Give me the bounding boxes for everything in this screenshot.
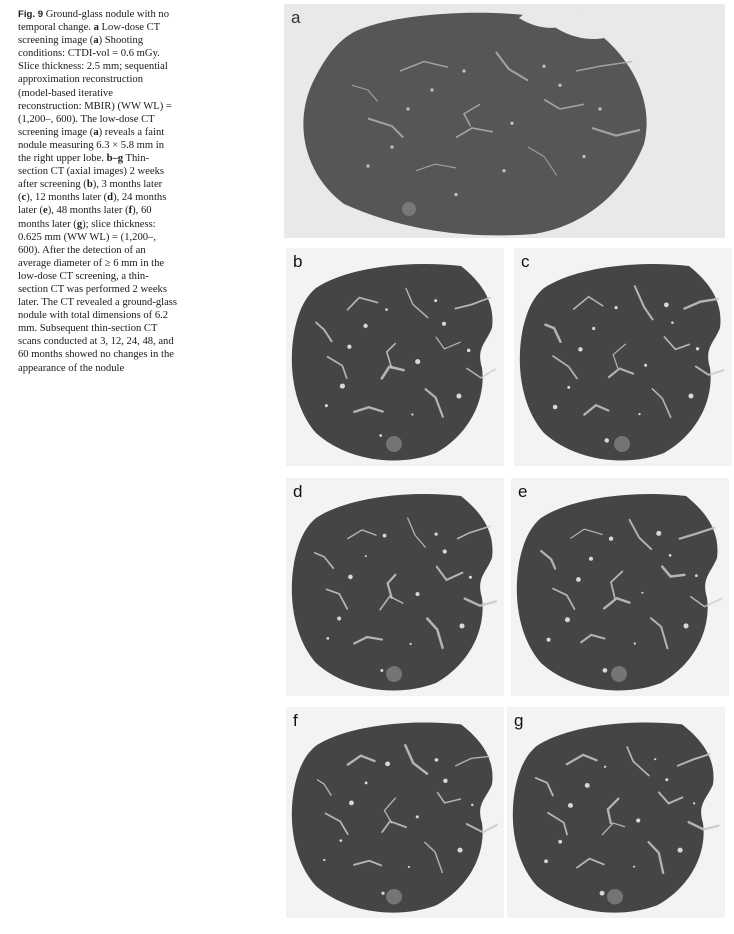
vessel-dot — [664, 302, 669, 307]
vessel-dot — [385, 761, 390, 766]
caption-fragment: ), 48 months later ( — [47, 205, 129, 217]
vessel-dot — [383, 534, 387, 538]
panel-label-e: e — [518, 482, 528, 501]
lung-field — [520, 264, 721, 460]
vessel-dot — [547, 638, 551, 642]
lung-field — [292, 494, 493, 690]
vessel-dot — [410, 643, 412, 645]
vessel-dot — [565, 617, 570, 622]
vessel-dot — [600, 891, 605, 896]
vessel-dot — [510, 122, 513, 125]
vessel-dot — [435, 758, 439, 762]
ct-image-a — [284, 4, 725, 238]
vessel-dot — [379, 434, 382, 437]
vessel-dot — [638, 413, 640, 415]
ct-image — [507, 707, 725, 918]
vessel-dot — [568, 803, 573, 808]
vessel-dot — [442, 322, 446, 326]
vessel-dot — [605, 438, 609, 442]
vessel-dot — [585, 783, 590, 788]
vessel-dot — [695, 574, 698, 577]
vessel-dot — [456, 394, 461, 399]
vessel-dot — [688, 393, 693, 398]
vessel-dot — [644, 364, 647, 367]
vessel-dot — [337, 617, 341, 621]
lung-field — [517, 494, 718, 690]
caption-fragment: ), 3 months later ( — [18, 179, 163, 204]
vessel-dot — [553, 405, 558, 410]
vessel-dot — [416, 815, 419, 818]
vessel-dot — [656, 531, 661, 536]
caption-panel-ref: a — [93, 22, 99, 34]
caption-panel-ref: e — [43, 205, 48, 217]
vessel-dot — [365, 555, 367, 557]
vessel-dot — [542, 65, 545, 68]
vessel-dot — [641, 592, 643, 594]
vessel-dot — [366, 164, 369, 167]
caption-body — [18, 22, 177, 373]
vessel-dot — [349, 801, 354, 806]
vessel-dot — [683, 623, 688, 628]
vessel-dot — [434, 532, 437, 535]
vessel-dot — [633, 866, 635, 868]
vessel-dot — [558, 840, 562, 844]
vessel-dot — [340, 384, 345, 389]
lung-field — [292, 723, 493, 913]
vessel-dot — [459, 623, 464, 628]
vessel-dot — [443, 549, 447, 553]
ct-image — [286, 478, 504, 696]
caption-fragment: ) Shooting conditions: CTDI-vol = 0.6 mGy. Slice thickness: 2.5 mm; sequential approximation reconstruction (model-based iterative reconstruction: MBIR) (WW WL) = (1,200–, 600). The low-dose CT screening image ( — [18, 35, 172, 138]
vessel-dot — [325, 404, 328, 407]
caption-fragment: ), 12 months later ( — [26, 192, 108, 204]
vessel-dot — [462, 69, 465, 72]
vessel-dot — [380, 669, 383, 672]
lung-field — [292, 264, 493, 460]
caption-fragment: Low-dose CT screening image ( — [18, 22, 160, 47]
caption-panel-ref: c — [21, 192, 27, 204]
vessel-dot — [406, 107, 409, 110]
vessel-dot — [381, 892, 384, 895]
vessel-dot — [454, 193, 457, 196]
vessel-dot — [589, 557, 593, 561]
vessel-dot — [471, 804, 474, 806]
ground-glass-nodule — [611, 666, 627, 682]
caption-panel-ref: f — [128, 205, 133, 217]
vessel-dot — [347, 345, 351, 349]
vessel-dot — [415, 359, 420, 364]
vessel-dot — [411, 413, 413, 415]
ct-image — [514, 248, 732, 466]
caption-fragment: Thin-section CT (axial images) 2 weeks after screening ( — [18, 153, 165, 191]
vessel-dot — [365, 781, 368, 784]
vessel-dot — [467, 349, 471, 353]
panel-label-b: b — [293, 252, 303, 271]
figure-label: Fig. 9 — [18, 9, 44, 20]
vessel-dot — [636, 818, 640, 822]
ct-panel-g — [507, 707, 725, 918]
ground-glass-nodule — [607, 889, 623, 904]
ct-image — [286, 707, 504, 918]
vessel-dot — [558, 84, 561, 87]
panel-label-a: a — [291, 8, 301, 27]
vessel-dot — [678, 848, 683, 853]
caption-panel-ref: d — [107, 192, 114, 204]
caption-title: Ground-glass nodule with no temporal change. — [18, 9, 170, 34]
ground-glass-nodule — [386, 889, 402, 904]
lung-field — [513, 723, 714, 913]
vessel-dot — [671, 321, 674, 324]
ct-panel-f — [286, 707, 504, 918]
panel-label-g: g — [514, 711, 524, 730]
vessel-dot — [363, 324, 367, 328]
vessel-dot — [693, 802, 695, 804]
vessel-dot — [544, 859, 548, 863]
vessel-dot — [434, 299, 437, 302]
vessel-dot — [430, 88, 433, 91]
vessel-dot — [415, 592, 419, 596]
ct-panel-b — [286, 248, 504, 466]
vessel-dot — [408, 866, 410, 868]
ground-glass-nodule — [614, 436, 630, 452]
vessel-dot — [604, 766, 606, 768]
vessel-dot — [696, 347, 699, 350]
vessel-dot — [582, 155, 585, 158]
ground-glass-nodule — [386, 666, 402, 682]
caption-text — [18, 8, 178, 375]
vessel-dot — [323, 859, 325, 861]
vessel-dot — [443, 779, 447, 783]
vessel-dot — [665, 778, 668, 781]
vessel-dot — [385, 308, 388, 311]
ct-image — [286, 248, 504, 466]
vessel-dot — [576, 577, 581, 582]
caption-panel-ref: g — [76, 218, 83, 230]
caption-fragment: ) reveals a faint nodule measuring 6.3 × 5.8 mm in the right upper lobe. — [18, 126, 165, 165]
vessel-dot — [469, 576, 472, 579]
vessel-dot — [578, 347, 583, 352]
panel-label-c: c — [521, 252, 530, 271]
ct-panel-c — [514, 248, 732, 466]
panel-label-d: d — [293, 482, 303, 501]
vessel-dot — [567, 386, 570, 389]
ct-panel-a — [284, 4, 725, 238]
vessel-dot — [339, 839, 342, 842]
caption-panel-ref: a — [93, 126, 99, 138]
vessel-dot — [669, 554, 672, 557]
vessel-dot — [609, 537, 613, 541]
vessel-dot — [654, 758, 656, 760]
panel-label-f: f — [293, 711, 298, 730]
nodule-a — [402, 202, 416, 216]
vessel-dot — [634, 642, 636, 644]
vessel-dot — [614, 306, 617, 309]
caption-fragment: ), 60 months later ( — [18, 205, 152, 230]
vessel-dot — [457, 848, 462, 853]
ct-panel-d — [286, 478, 504, 696]
figure-caption — [18, 8, 178, 375]
caption-panel-ref: a — [93, 35, 99, 47]
vessel-dot — [326, 637, 329, 640]
vessel-dot — [603, 668, 608, 673]
ct-image — [511, 478, 729, 696]
caption-panel-ref: b–g — [106, 153, 124, 165]
ground-glass-nodule — [386, 436, 402, 452]
caption-fragment: ); slice thickness: 0.625 mm (WW WL) = (1,200–, 600). After the detection of an average diameter of ≥ 6 mm in the low-dose CT screening, a thin-section CT was performed 2 weeks later. The CT revealed a ground-glass nodule with total dimensions of 6.2 mm. Subsequent thin-section CT scans conducted at 3, 12, 24, 48, and 60 months showed no changes in the appearance of the nodule — [18, 218, 178, 374]
vessel-dot — [592, 327, 595, 330]
ct-panel-e — [511, 478, 729, 696]
caption-panel-ref: b — [86, 179, 93, 191]
caption-fragment: ), 24 months later ( — [18, 192, 167, 217]
vessel-dot — [598, 107, 601, 110]
vessel-dot — [348, 575, 353, 580]
vessel-dot — [390, 145, 393, 148]
vessel-dot — [502, 169, 505, 172]
